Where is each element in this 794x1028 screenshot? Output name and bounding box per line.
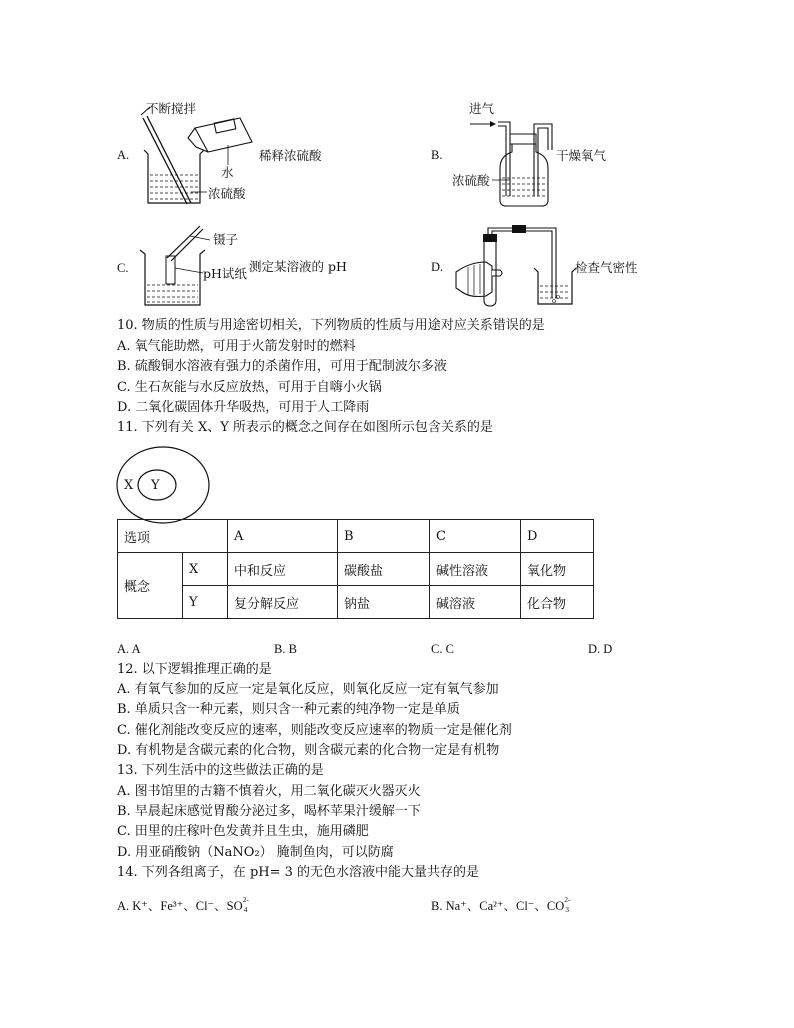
stir-label: 不断搅拌 [146, 101, 197, 116]
question-10-option-c: C. 生石灰能与水反应放热，可用于自嗨小火锅 [117, 380, 382, 395]
question-14-option-b [431, 896, 572, 914]
figure-c-option-label: C. [117, 261, 129, 275]
table-cell: 中和反应 [228, 553, 338, 586]
question-14-stem: 14. 下列各组离子，在 pH= 3 的无色水溶液中能大量共存的是 [117, 865, 480, 880]
charge-superscript: 2- [242, 895, 249, 904]
question-10-option-a: A. 氧气能助燃，可用于火箭发射时的燃料 [117, 339, 356, 354]
figure-d-caption: 检查气密性 [575, 260, 638, 275]
diagram-outer-label: X [124, 478, 134, 493]
question-10-option-d: D. 二氧化碳固体升华吸热，可用于人工降雨 [117, 400, 370, 415]
water-label: 水 [221, 165, 234, 180]
table-header-cell: A [228, 520, 338, 553]
table-cell: 化合物 [521, 586, 594, 619]
table-header-cell: 选项 [118, 520, 228, 553]
atom-subscript: 3 [565, 905, 570, 914]
ph-paper-label: pH试纸 [203, 266, 247, 281]
table-cell: 碱溶液 [430, 586, 521, 619]
figure-a-option-label: A. [117, 148, 130, 162]
table-cell: 钠盐 [338, 586, 430, 619]
figure-c-caption: 测定某溶液的 pH [249, 259, 347, 274]
table-cell: 碳酸盐 [338, 553, 430, 586]
tweezers-label: 镊子 [213, 232, 239, 247]
diagram-inner-label: Y [151, 478, 160, 493]
option-label: B. [431, 899, 443, 913]
table-row [118, 586, 594, 619]
figure-b-caption: 干燥氧气 [556, 148, 607, 163]
table-cell: 氧化物 [521, 553, 594, 586]
question-10-option-b: B. 硫酸铜水溶液有强力的杀菌作用，可用于配制波尔多液 [117, 359, 447, 374]
question-11-stem: 11. 下列有关 X、Y 所表示的概念之间存在如图所示包含关系的是 [117, 420, 493, 435]
question-12-option-b: B. 单质只含一种元素，则只含一种元素的纯净物一定是单质 [117, 702, 460, 717]
question-12-option-d: D. 有机物是含碳元素的化合物，则含碳元素的化合物一定是有机物 [117, 743, 500, 758]
question-13-stem: 13. 下列生活中的这些做法正确的是 [117, 763, 324, 778]
concept-table [117, 519, 594, 619]
question-11-answer-d: D. D [588, 642, 613, 656]
table-row [118, 520, 594, 553]
question-11-answer-c: C. C [431, 642, 454, 656]
question-13-option-b: B. 早晨起床感觉胃酸分泌过多，喝杯苹果汁缓解一下 [117, 804, 421, 819]
table-header-cell: C [430, 520, 521, 553]
table-cell: 碱性溶液 [430, 553, 521, 586]
question-11-answer-a: A. A [117, 642, 141, 656]
figure-a-caption: 稀释浓硫酸 [259, 148, 322, 163]
option-label: A. [117, 899, 130, 913]
charge-superscript: 2- [564, 895, 571, 904]
question-10-stem: 10. 物质的性质与用途密切相关，下列物质的性质与用途对应关系错误的是 [117, 318, 545, 333]
table-cell: 复分解反应 [228, 586, 338, 619]
question-13-option-d: D. 用亚硝酸钠（NaNO₂） 腌制鱼肉，可以防腐 [117, 845, 394, 860]
question-12-stem: 12. 以下逻辑推理正确的是 [117, 662, 272, 677]
atom-subscript: 4 [243, 905, 248, 914]
table-row-key: X [183, 553, 228, 586]
table-row-group-label: 概念 [118, 553, 183, 619]
table-row-key: Y [183, 586, 228, 619]
question-14-option-a [117, 896, 251, 914]
question-13-option-c: C. 田里的庄稼叶色发黄并且生虫，施用磷肥 [117, 824, 369, 839]
table-header-cell: B [338, 520, 430, 553]
acid-label-a: 浓硫酸 [208, 186, 246, 201]
question-13-option-a: A. 图书馆里的古籍不慎着火，用二氧化碳灭火器灭火 [117, 784, 421, 799]
inlet-label: 进气 [469, 101, 495, 116]
question-12-option-a: A. 有氧气参加的反应一定是氧化反应，则氧化反应一定有氧气参加 [117, 682, 499, 697]
ion-list: K⁺、Fe³⁺、Cl⁻、SO [132, 899, 243, 913]
figure-b-option-label: B. [431, 148, 443, 162]
table-row [118, 553, 594, 586]
question-12-option-c: C. 催化剂能改变反应的速率，则能改变反应速率的物质一定是催化剂 [117, 723, 512, 738]
acid-label-b: 浓硫酸 [452, 173, 490, 188]
question-11-answer-b: B. B [274, 642, 297, 656]
table-header-cell: D [521, 520, 594, 553]
ion-list: Na⁺、Ca²⁺、Cl⁻、CO [445, 899, 565, 913]
figure-d-option-label: D. [431, 260, 444, 274]
